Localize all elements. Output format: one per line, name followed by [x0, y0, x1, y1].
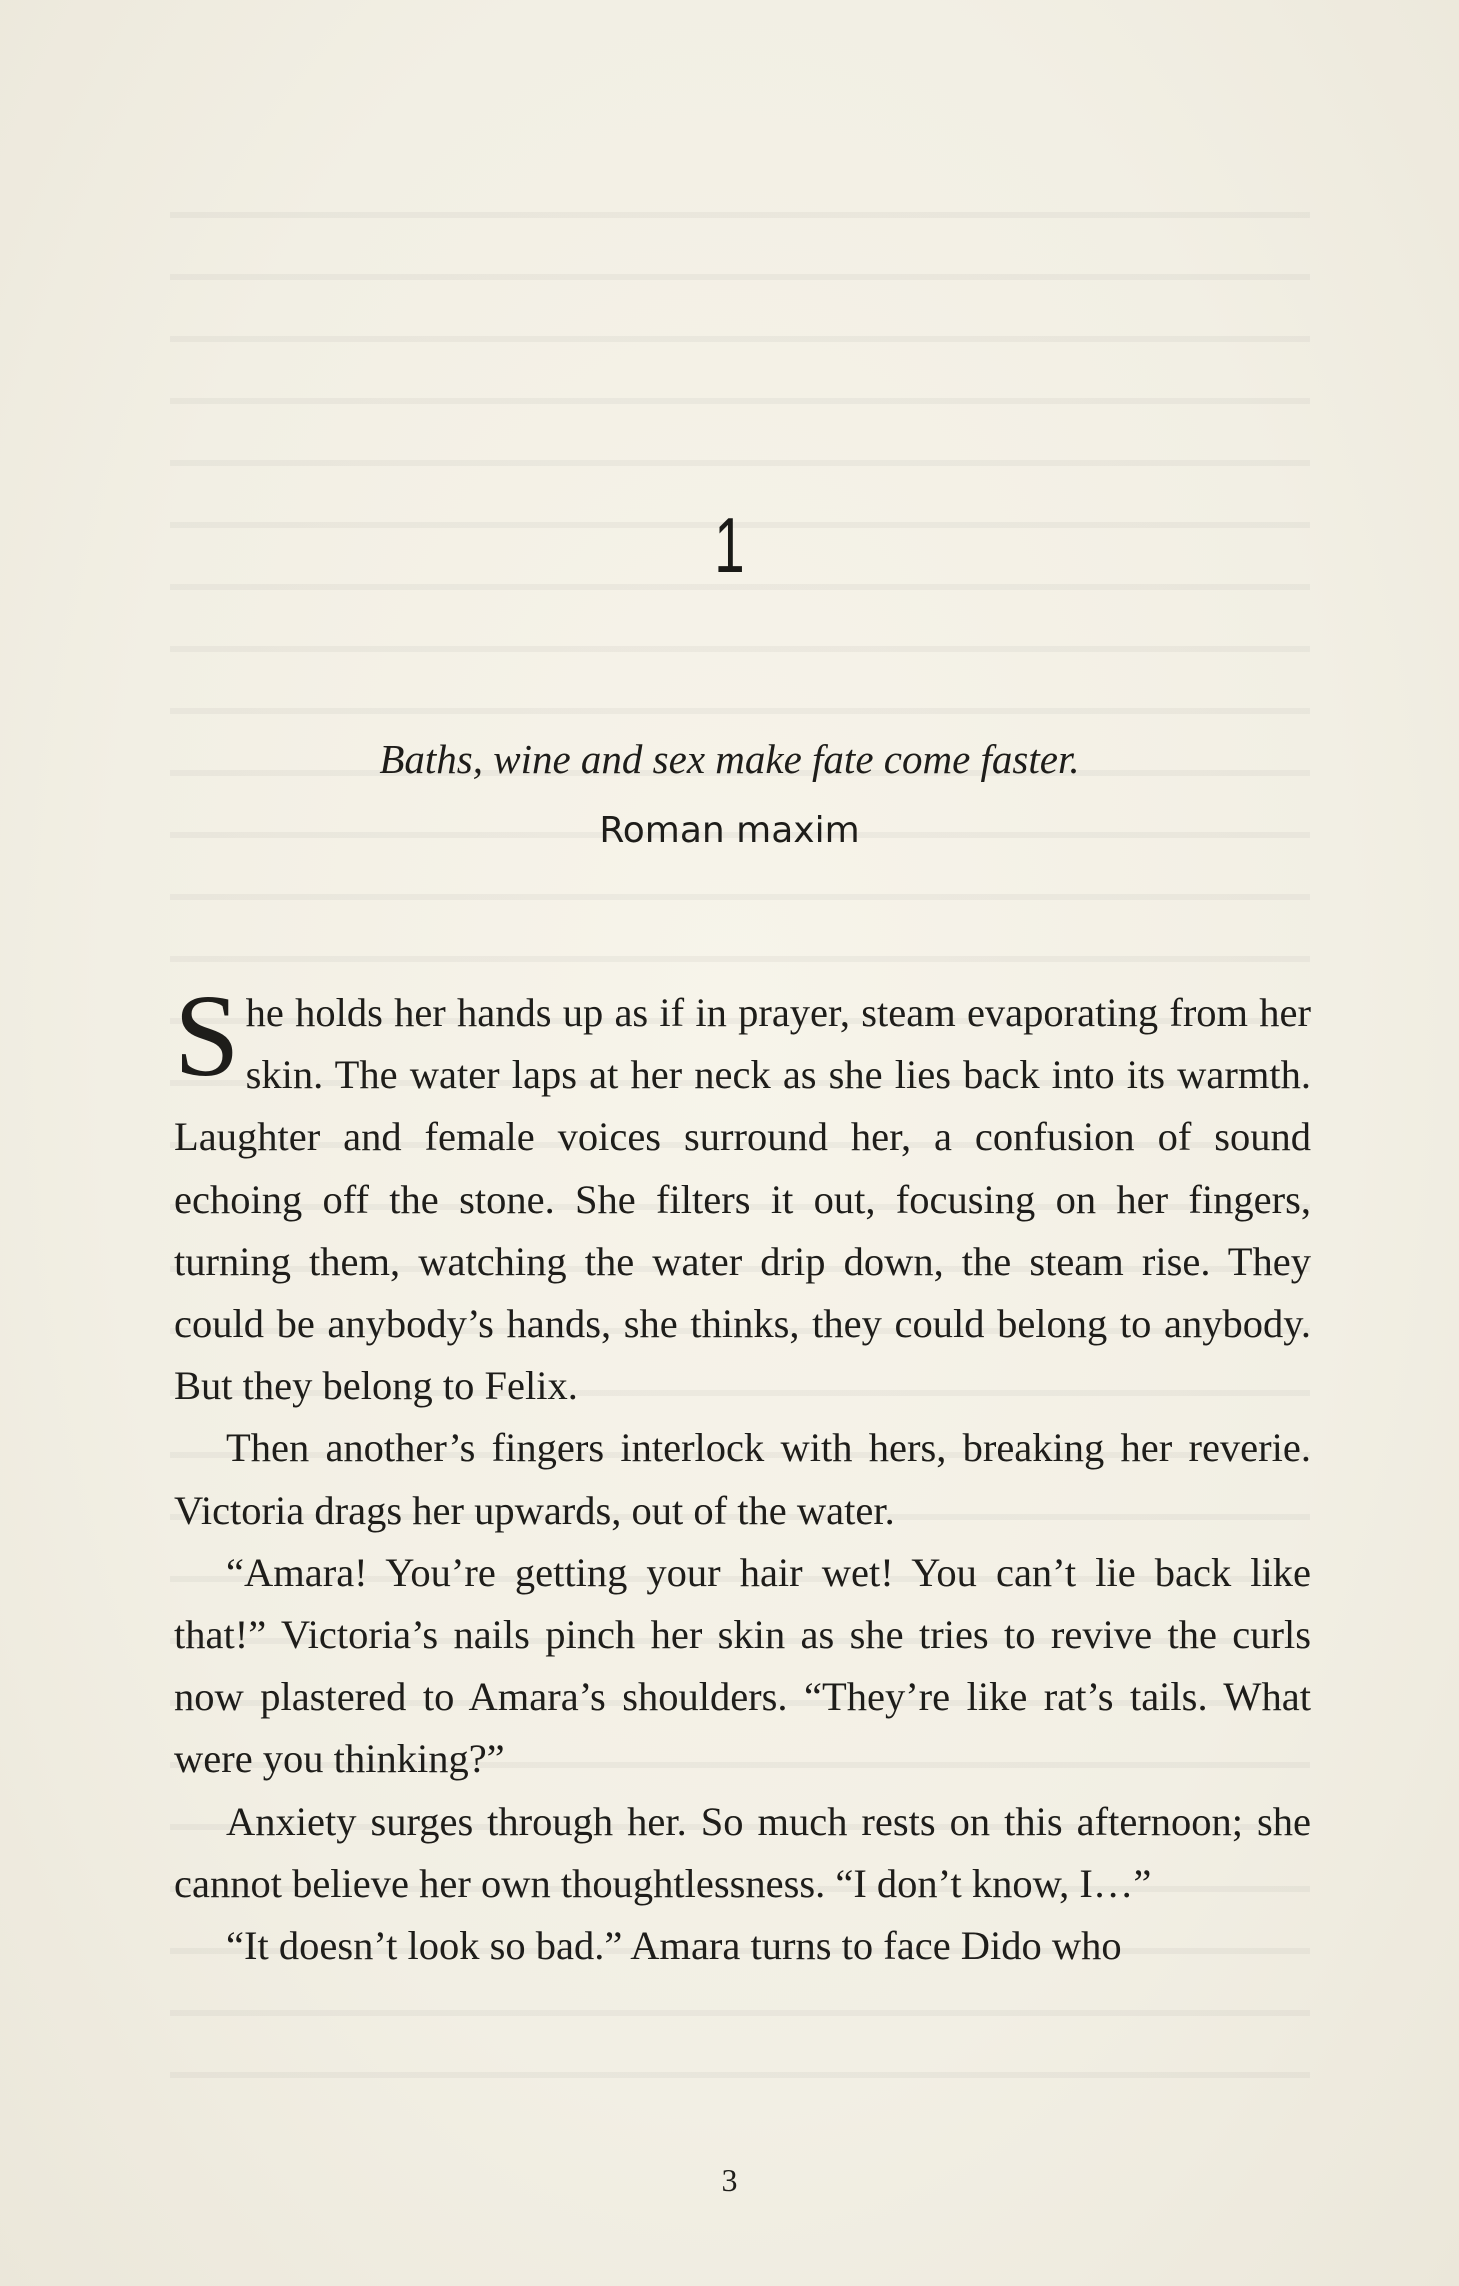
chapter-body [174, 970, 1311, 1977]
chapter-number: 1 [714, 501, 745, 589]
paragraph-4: Anxiety surges through her. So much rests on this afternoon; she cannot believe her own thoughtlessness. “I don’t know, I…” [174, 1798, 1311, 1906]
drop-cap: S [174, 970, 240, 1101]
epigraph-quote: Baths, wine and sex make fate come faster. [379, 736, 1080, 782]
page-number: 3 [721, 2162, 738, 2198]
paragraph-3: “Amara! You’re getting your hair wet! You can’t lie back like that!” Victoria’s nails pinch her skin as she tries to revive the curls now plastered to Amara’s shoulders. “They’re like rat’s tails. What were you thinking?” [174, 1549, 1311, 1782]
epigraph-attribution: Roman maxim [599, 810, 860, 851]
paragraph-1 [174, 970, 1311, 1417]
paragraph-2: Then another’s fingers interlock with hers, breaking her reverie. Victoria drags her upwards, out of the water. [174, 1425, 1311, 1533]
paragraph-1-text: he holds her hands up as if in prayer, steam evaporating from her skin. The water laps at her neck as she lies back into its warmth. Laughter and female voices surround her, a confusion of sound echoing off the stone. She filters it out, focusing on her fingers, turning them, watching the water drip down, the steam rise. They could be anybody’s hands, she thinks, they could belong to anybody. But they belong to Felix. [174, 990, 1311, 1409]
paragraph-5: “It doesn’t look so bad.” Amara turns to face Dido who [226, 1923, 1122, 1969]
